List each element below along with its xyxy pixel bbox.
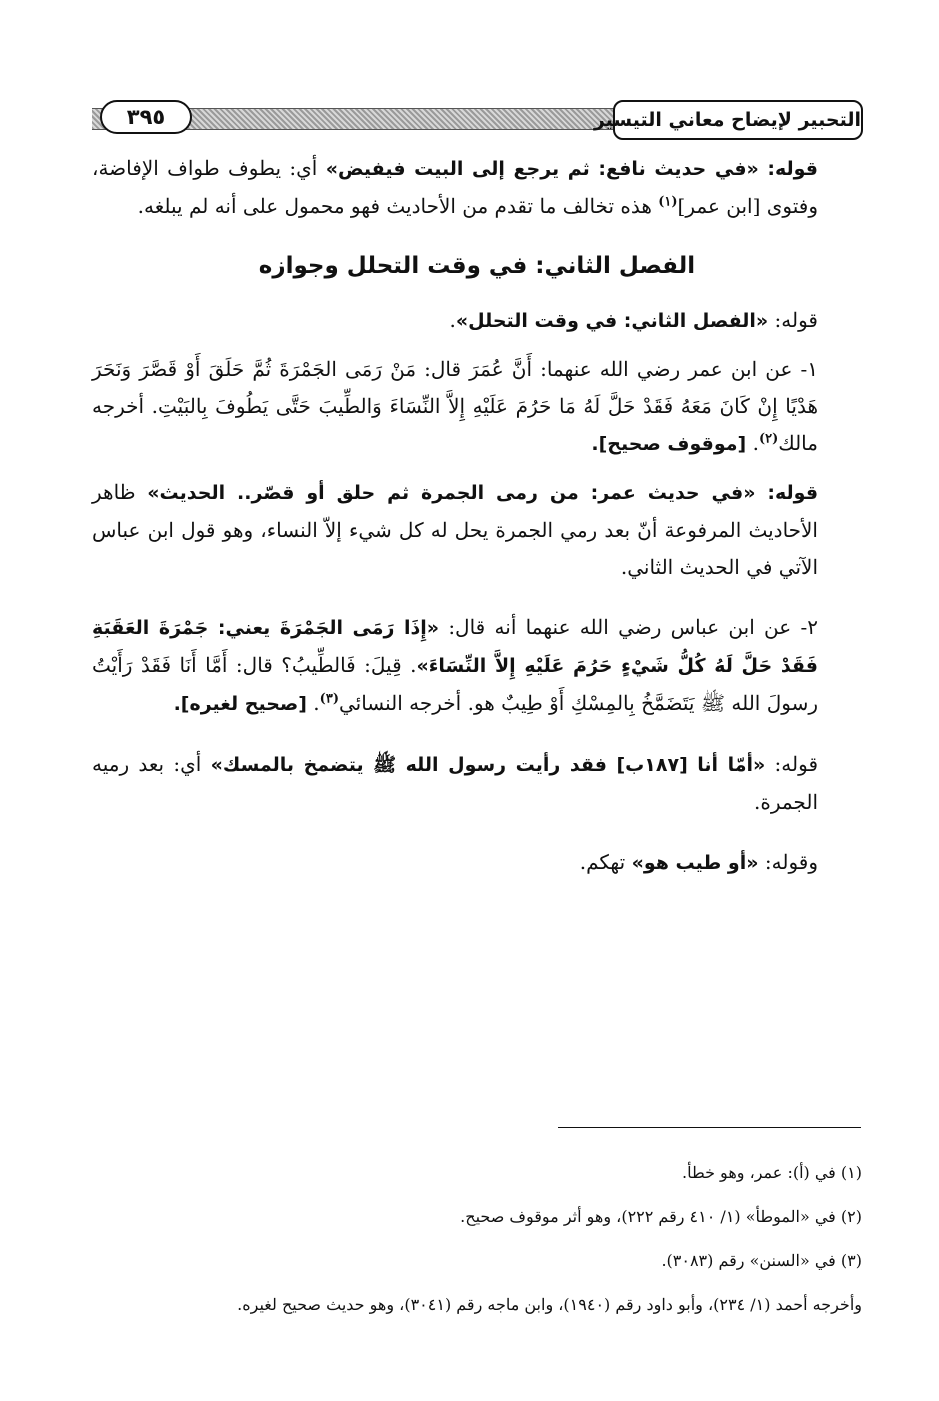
- section-heading: الفصل الثاني: في وقت التحلل وجوازه: [258, 253, 696, 279]
- hadith-text-bold: «إِذَا رَمَى الجَمْرَةَ يعني: جَمْرَةَ العَقَبَةِ فَقَدْ حَلَّ لَهُ كُلُّ شَيْءٍ حَرُمَ عَلَيْهِ إِلاَّ النِّسَاءَ»: [92, 617, 818, 677]
- footnotes: [92, 1162, 862, 1338]
- footnote-marker-1: (١): [658, 194, 678, 210]
- commentary-text: قوله:: [768, 308, 818, 332]
- commentary-text: تهكم.: [579, 850, 632, 874]
- footnote-marker-2: (٢): [758, 431, 779, 447]
- footnote-divider: [558, 1127, 861, 1128]
- hadith-text: .: [752, 431, 759, 455]
- footnote-2: (٢) في «الموطأ» (١/ ٤١٠ رقم ٢٢٢)، وهو أثر موقوف صحيح.: [460, 1207, 862, 1226]
- hadith-grade: [صحيح لغيره].: [173, 693, 307, 715]
- quoted-phrase: قوله: «في حديث نافع: ثم يرجع إلى البيت فيفيض»: [325, 158, 819, 180]
- commentary-text: أي: بعد رميه الجمرة.: [92, 752, 818, 814]
- commentary-text: قوله:: [765, 752, 818, 776]
- paragraph-musk: [92, 746, 862, 821]
- hadith-grade: [موقوف صحيح].: [591, 433, 747, 455]
- commentary-text: .: [449, 308, 456, 332]
- book-title: التحبير لإيضاح معاني التيسير: [613, 100, 863, 140]
- main-text: [92, 150, 862, 905]
- commentary-text: وقوله:: [758, 850, 818, 874]
- footnote-continuation: وأخرجه أحمد (١/ ٢٣٤)، وأبو داود رقم (١٩٤٠)، وابن ماجه رقم (٣٠٤١)، وهو حديث صحيح لغيره.: [237, 1295, 862, 1314]
- quoted-phrase: «أمّا أنا [١٨٧ب] فقد رأيت رسول الله ﷺ يتضمخ بالمسك»: [210, 754, 766, 776]
- commentary-text: أي: يطوف طواف الإفاضة، وفتوى [ابن عمر]: [92, 156, 818, 218]
- footnote-1: (١) في (أ): عمر، وهو خطأ.: [681, 1163, 862, 1182]
- paragraph-section-quote: [92, 302, 862, 340]
- page-number: ٣٩٥: [100, 100, 192, 134]
- paragraph-umar: [92, 474, 862, 586]
- hadith-1: [92, 351, 862, 463]
- commentary-text: ظاهر الأحاديث المرفوعة أنّ بعد رمي الجمرة يحل له كل شيء إلاّ النساء، وهو قول ابن عباس الآتي في الحديث الثاني.: [92, 480, 818, 579]
- hadith-text: . قِيلَ: فَالطِّيبُ؟ قال: أَمَّا أَنَا فَقَدْ رَأَيْتُ رسولَ الله ﷺ يَتَضَمَّخُ بِالمِسْكِ أَوْ طِيبٌ هو. أخرجه النسائي: [92, 653, 818, 715]
- footnote-marker-3: (٣): [319, 691, 339, 707]
- paragraph-nafi: [92, 150, 862, 225]
- footnote-3: (٣) في «السنن» رقم (٣٠٨٣).: [661, 1251, 862, 1270]
- quoted-phrase: قوله: «في حديث عمر: من رمى الجمرة ثم حلق أو قصّر.. الحديث»: [147, 482, 819, 504]
- quoted-phrase: «أو طيب هو»: [631, 852, 759, 874]
- hadith-text: .: [306, 691, 320, 715]
- hadith-text: ٢- عن ابن عباس رضي الله عنهما أنه قال:: [439, 615, 819, 639]
- paragraph-tahakkum: [92, 844, 862, 882]
- commentary-text: هذه تخالف ما تقدم من الأحاديث فهو محمول على أنه لم يبلغه.: [137, 194, 659, 218]
- hadith-text: ١- عن ابن عمر رضي الله عنهما: أَنَّ عُمَرَ قال: مَنْ رَمَى الجَمْرَةَ ثُمَّ حَلَقَ أَوْ قَصَّرَ وَنَحَرَ هَدْيًا إِنْ كَانَ مَعَهُ فَقَدْ حَلَّ لَهُ مَا حَرُمَ عَلَيْهِ إِلاَّ النِّسَاءَ وَالطِّيبَ حَتَّى يَطُوفَ بِالبَيْتِ. أخرجه مالك: [92, 357, 818, 455]
- hadith-2: [92, 609, 862, 723]
- quoted-phrase: «الفصل الثاني: في وقت التحلل»: [455, 310, 769, 332]
